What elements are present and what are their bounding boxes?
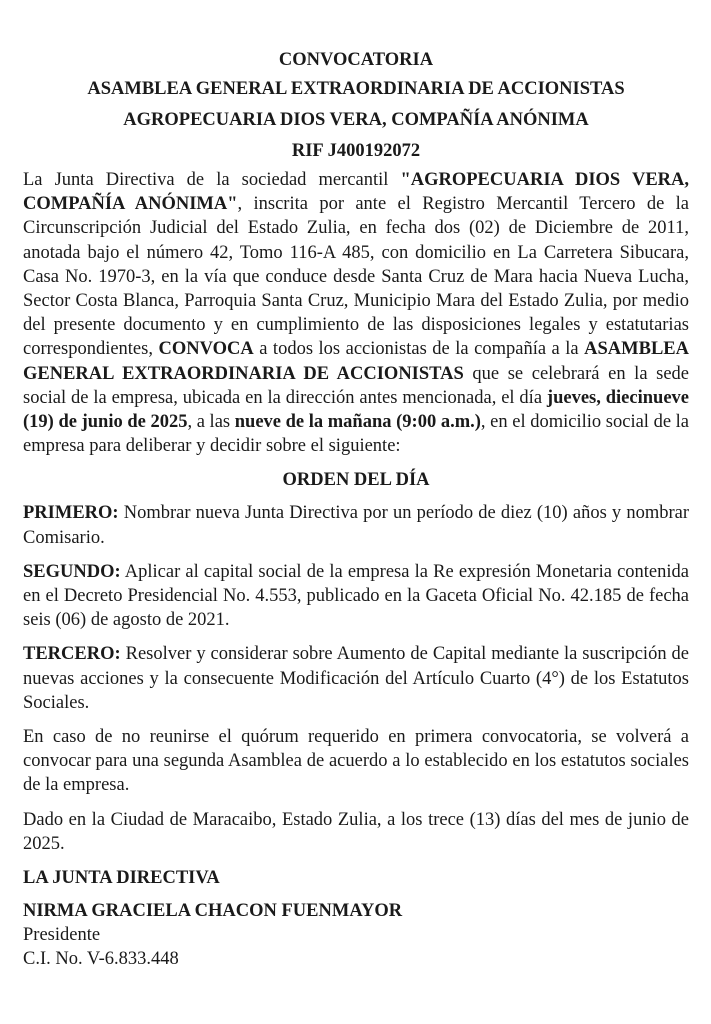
agenda-item-label: TERCERO: bbox=[23, 644, 121, 665]
agenda-item-label: PRIMERO: bbox=[23, 503, 119, 524]
intro-text-4: que se celebrará en la sede social de la empresa, ubicada en la dirección antes mencionada, el día bbox=[23, 363, 690, 408]
agenda-item-text: Aplicar al capital social de la empresa la Re expresión Monetaria contenida en el Decreto Presidencial No. 4.553, publicado en la Gaceta Oficial No. 42.185 de fecha seis (06) de agosto de 2021. bbox=[23, 561, 689, 631]
quorum-note: En caso de no reunirse el quórum requerido en primera convocatoria, se volverá a convocar para una segunda Asamblea de acuerdo a lo establecido en los estatutos sociales de la empresa. bbox=[23, 727, 689, 796]
intro-text-3: a todos los accionistas de la compañía a la bbox=[253, 339, 585, 360]
assembly-title: ASAMBLEA GENERAL EXTRAORDINARIA DE ACCIONISTAS bbox=[87, 79, 625, 99]
company-name: AGROPECUARIA DIOS VERA, COMPAÑÍA ANÓNIMA bbox=[123, 110, 589, 130]
agenda-item bbox=[23, 501, 689, 549]
intro-convoca-bold: CONVOCA bbox=[158, 339, 254, 360]
intro-company-bold: "AGROPECUARIA DIOS VERA, COMPAÑÍA ANÓNIMA" bbox=[23, 170, 690, 215]
intro-text-1: La Junta Directiva de la sociedad mercantil bbox=[23, 170, 401, 190]
intro-assembly-bold: ASAMBLEA GENERAL EXTRAORDINARIA DE ACCIONISTAS bbox=[23, 339, 689, 384]
intro-text-5: , a las bbox=[187, 412, 235, 433]
intro-text-6: , en el domicilio social de la empresa para deliberar y decidir sobre el siguiente: bbox=[23, 412, 690, 457]
signatory-id: C.I. No. V-6.833.448 bbox=[23, 949, 179, 970]
agenda-item-text: Nombrar nueva Junta Directiva por un período de diez (10) años y nombrar Comisario. bbox=[23, 503, 689, 548]
rif-number: RIF J400192072 bbox=[291, 141, 421, 161]
agenda-item bbox=[23, 642, 689, 715]
intro-date-bold: jueves, diecinueve (19) de junio de 2025 bbox=[23, 387, 689, 433]
intro-paragraph bbox=[23, 168, 689, 458]
document-title: CONVOCATORIA bbox=[278, 50, 434, 70]
intro-text-2: , inscrita por ante el Registro Mercantil Tercero de la Circunscripción Judicial del Estado Zulia, en fecha dos (02) de Diciembre de 2011, anotada bajo el número 42, Tomo 116-A 485, con domicilio en La Carretera Sibucara, Casa No. 1970-3, en la vía que conduce desde Santa Cruz de Mara hacia Nueva Lucha, Sector Costa Blanca, Parroquia Santa Cruz, Municipio Mara del Estado Zulia, por medio del presente documento y en cumplimiento de las disposiciones legales y estatutarias correspondientes, bbox=[23, 194, 690, 360]
agenda-item-text: Resolver y considerar sobre Aumento de Capital mediante la suscripción de nuevas acciones y la consecuente Modificación del Artículo Cuarto (4°) de los Estatutos Sociales. bbox=[23, 644, 689, 713]
dated-line: Dado en la Ciudad de Maracaibo, Estado Zulia, a los trece (13) días del mes de junio de 2025. bbox=[23, 809, 689, 854]
agenda-item bbox=[23, 560, 689, 633]
signatory-name: NIRMA GRACIELA CHACON FUENMAYOR bbox=[23, 901, 403, 922]
signatory-role: Presidente bbox=[23, 925, 101, 946]
intro-time-bold: nueve de la mañana (9:00 a.m.) bbox=[234, 412, 481, 433]
signature-board: LA JUNTA DIRECTIVA bbox=[23, 868, 220, 889]
agenda-title: ORDEN DEL DÍA bbox=[282, 470, 430, 491]
agenda-item-label: SEGUNDO: bbox=[23, 561, 121, 582]
